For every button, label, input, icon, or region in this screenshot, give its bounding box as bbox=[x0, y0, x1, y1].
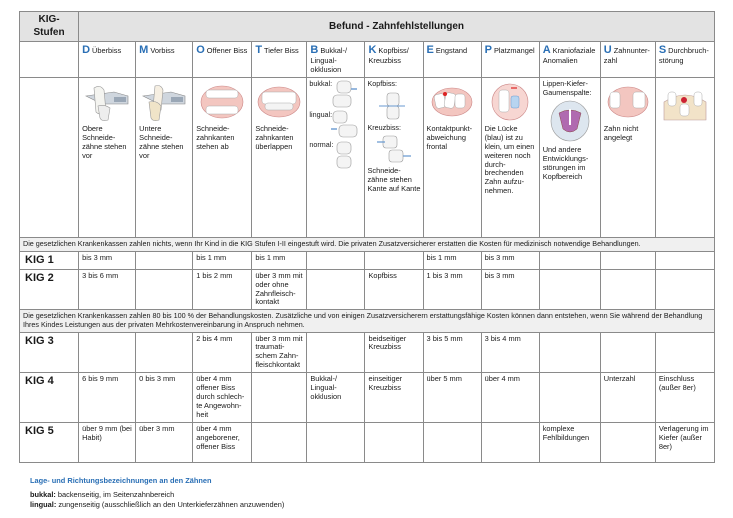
illus-desc: Die Lücke (blau) ist zu klein, um einen weiteren noch durch-brechenden Zahn aufzu-nehmen. bbox=[484, 124, 535, 196]
category-label: Zahnunter-zahl bbox=[603, 46, 650, 66]
value-cell bbox=[539, 332, 600, 373]
value-cell: bis 3 mm bbox=[481, 251, 539, 269]
illus-b bbox=[307, 78, 365, 238]
letter-m: M bbox=[139, 44, 149, 56]
category-b bbox=[307, 42, 365, 78]
value-cell: bis 1 mm bbox=[423, 251, 481, 269]
illus-p bbox=[481, 78, 539, 238]
sub-label-cleft: Lippen-Kiefer-Gaumenspalte: bbox=[542, 79, 592, 97]
value-cell bbox=[539, 251, 600, 269]
category-e bbox=[423, 42, 481, 78]
letter-t: T bbox=[255, 44, 263, 56]
value-cell bbox=[600, 251, 655, 269]
empty-cell bbox=[20, 42, 79, 78]
befund-header bbox=[79, 12, 715, 42]
illus-desc: Schneide-zahnkanten überlappen bbox=[255, 124, 294, 151]
category-label: Tiefer Biss bbox=[264, 46, 299, 55]
value-cell bbox=[365, 423, 423, 463]
value-cell: komplexe Fehlbildungen bbox=[539, 423, 600, 463]
table-row bbox=[20, 373, 715, 423]
space-shortage-icon bbox=[487, 82, 533, 122]
open-bite-teeth-icon bbox=[199, 82, 245, 122]
sub-label-lingual: lingual: bbox=[309, 109, 333, 119]
letter-s: S bbox=[658, 44, 667, 56]
value-cell: Bukkal-/ Lingual-okklusion bbox=[307, 373, 365, 423]
value-cell bbox=[252, 423, 307, 463]
illus-t bbox=[252, 78, 307, 238]
value-cell: 3 bis 4 mm bbox=[481, 332, 539, 373]
sub-label-bukkal: bukkal: bbox=[309, 79, 333, 88]
value-cell: 0 bis 3 mm bbox=[136, 373, 193, 423]
value-cell bbox=[307, 269, 365, 310]
category-label: Kraniofaziale Anomalien bbox=[542, 46, 596, 66]
value-cell bbox=[600, 332, 655, 373]
kig-header-label: KIG- Stufen bbox=[33, 14, 65, 38]
value-cell bbox=[307, 251, 365, 269]
note-cell bbox=[20, 238, 715, 252]
illustration-row bbox=[20, 78, 715, 238]
value-cell: Einschluss (außer 8er) bbox=[655, 373, 714, 423]
category-k bbox=[365, 42, 423, 78]
illus-o bbox=[193, 78, 252, 238]
category-a bbox=[539, 42, 600, 78]
category-m bbox=[136, 42, 193, 78]
befund-header-label: Befund - Zahnfehlstellungen bbox=[329, 20, 465, 32]
value-cell bbox=[79, 332, 136, 373]
crossbite-tooth-icon bbox=[375, 134, 413, 164]
value-cell: bis 3 mm bbox=[481, 269, 539, 310]
category-label: Durchbruch-störung bbox=[658, 46, 709, 66]
note-text: Die gesetzlichen Krankenkassen zahlen 80 bis 100 % der Behandlungskosten. Zusätzliche und von einigen Zusatzversicherern erstattungsfähige Kosten können dann entstehen, wenn Sie während der Behandlung Ihres Kindes Leistungen aus der privaten Mehrkostenvereinbarung in Anspruch nehmen. bbox=[23, 311, 703, 329]
category-label: Offener Biss bbox=[206, 46, 248, 55]
category-o bbox=[193, 42, 252, 78]
value-cell bbox=[252, 373, 307, 423]
value-cell bbox=[539, 373, 600, 423]
value-cell bbox=[600, 269, 655, 310]
value-cell: über 3 mm bbox=[136, 423, 193, 463]
value-cell bbox=[481, 423, 539, 463]
value-cell: Verlagerung im Kiefer (außer 8er) bbox=[655, 423, 714, 463]
value-cell bbox=[136, 332, 193, 373]
category-p bbox=[481, 42, 539, 78]
legend-text: backenseitig, im Seitenzahnbereich bbox=[55, 489, 175, 499]
value-cell bbox=[307, 423, 365, 463]
kig-header bbox=[20, 12, 79, 42]
note-cell bbox=[20, 310, 715, 332]
crowding-teeth-icon bbox=[429, 82, 475, 122]
value-cell bbox=[600, 423, 655, 463]
value-cell: über 9 mm (bei Habit) bbox=[79, 423, 136, 463]
value-cell bbox=[365, 251, 423, 269]
kig-table bbox=[19, 11, 715, 463]
note-row-1 bbox=[20, 238, 715, 252]
eruption-disorder-icon bbox=[662, 82, 708, 122]
value-cell: beidseitiger Kreuzbiss bbox=[365, 332, 423, 373]
illus-desc: Schneide-zahnkanten stehen ab bbox=[196, 124, 235, 151]
legend-title: Lage- und Richtungsbezeichnungen an den Zähnen bbox=[30, 476, 212, 485]
legend-lingual bbox=[30, 500, 284, 510]
category-label: Vorbiss bbox=[150, 46, 175, 55]
kig-level-label: KIG 4 bbox=[20, 373, 79, 423]
table-row bbox=[20, 269, 715, 310]
sub-label-normal: normal: bbox=[309, 140, 334, 150]
kig-level-label: KIG 5 bbox=[20, 423, 79, 463]
letter-d: D bbox=[82, 44, 91, 56]
illus-m bbox=[136, 78, 193, 238]
legend-bukkal bbox=[30, 490, 284, 500]
illus-e bbox=[423, 78, 481, 238]
value-cell: über 4 mm angeborener, offener Biss bbox=[193, 423, 252, 463]
illus-d bbox=[79, 78, 136, 238]
underbite-tooth-icon bbox=[141, 82, 187, 122]
value-cell: Kopfbiss bbox=[365, 269, 423, 310]
illus-desc: Zahn nicht angelegt bbox=[603, 124, 639, 142]
legend-text: zungenseitig (ausschließlich an den Unterkieferzähnen anzuwenden) bbox=[56, 499, 285, 509]
value-cell bbox=[539, 269, 600, 310]
value-cell: über 3 mm mit traumati-schem Zahn-fleischkontakt bbox=[252, 332, 307, 373]
letter-p: P bbox=[484, 44, 492, 56]
value-cell bbox=[423, 423, 481, 463]
value-cell: bis 3 mm bbox=[79, 251, 136, 269]
category-label: Kopfbiss/ Kreuzbiss bbox=[368, 46, 409, 66]
illus-a bbox=[539, 78, 600, 238]
category-t bbox=[252, 42, 307, 78]
value-cell: 1 bis 3 mm bbox=[423, 269, 481, 310]
value-cell: über 4 mm offener Biss durch schlech-te Angewohn-heit bbox=[193, 373, 252, 423]
letter-k: K bbox=[368, 44, 377, 56]
buccal-tooth-icon bbox=[329, 79, 359, 109]
value-cell bbox=[136, 251, 193, 269]
category-row bbox=[20, 42, 715, 78]
empty-cell bbox=[20, 78, 79, 238]
value-cell: 3 bis 6 mm bbox=[79, 269, 136, 310]
value-cell bbox=[655, 332, 714, 373]
illus-k bbox=[365, 78, 423, 238]
illus-desc: Schneide-zähne stehen Kante auf Kante bbox=[367, 166, 421, 194]
category-label: Engstand bbox=[435, 46, 468, 55]
letter-b: B bbox=[310, 44, 319, 56]
table-row bbox=[20, 423, 715, 463]
deep-bite-teeth-icon bbox=[256, 82, 302, 122]
legend-term: lingual: bbox=[30, 499, 57, 509]
cleft-palate-icon bbox=[547, 99, 593, 143]
category-s bbox=[655, 42, 714, 78]
value-cell: 3 bis 5 mm bbox=[423, 332, 481, 373]
illus-u bbox=[600, 78, 655, 238]
value-cell bbox=[655, 251, 714, 269]
legend-term: bukkal: bbox=[30, 489, 56, 499]
value-cell: bis 1 mm bbox=[252, 251, 307, 269]
letter-o: O bbox=[196, 44, 205, 56]
illus-desc: Untere Schneide-zähne stehen vor bbox=[139, 124, 184, 160]
note-row-2 bbox=[20, 310, 715, 332]
value-cell: einseitiger Kreuzbiss bbox=[365, 373, 423, 423]
value-cell bbox=[307, 332, 365, 373]
illus-desc: Kontaktpunkt-abweichung frontal bbox=[426, 124, 473, 151]
missing-tooth-icon bbox=[605, 82, 651, 122]
value-cell bbox=[136, 269, 193, 310]
value-cell: 2 bis 4 mm bbox=[193, 332, 252, 373]
value-cell: über 5 mm bbox=[423, 373, 481, 423]
normal-tooth-icon bbox=[329, 140, 359, 170]
category-label: Platzmangel bbox=[493, 46, 535, 55]
kig-level-label: KIG 1 bbox=[20, 251, 79, 269]
kig-level-label: KIG 3 bbox=[20, 332, 79, 373]
category-u bbox=[600, 42, 655, 78]
letter-a: A bbox=[542, 44, 551, 56]
value-cell: 6 bis 9 mm bbox=[79, 373, 136, 423]
table-row bbox=[20, 332, 715, 373]
table-row bbox=[20, 251, 715, 269]
category-d bbox=[79, 42, 136, 78]
illus-s bbox=[655, 78, 714, 238]
category-label: Bukkal-/ Lingual-okklusion bbox=[310, 46, 348, 75]
letter-e: E bbox=[426, 44, 434, 56]
sub-label-kreuzbiss: Kreuzbiss: bbox=[367, 122, 402, 132]
value-cell: über 3 mm mit oder ohne Zahnfleisch-kontakt bbox=[252, 269, 307, 310]
note-text: Die gesetzlichen Krankenkassen zahlen nichts, wenn Ihr Kind in die KIG Stufen I-II eingestuft wird. Die privaten Zusatzversicherer erstatten die Kosten für medizinisch notwendige Behandlungen. bbox=[23, 239, 641, 248]
lingual-tooth-icon bbox=[329, 109, 359, 139]
category-label: Überbiss bbox=[92, 46, 122, 55]
overbite-tooth-icon bbox=[84, 82, 130, 122]
value-cell: bis 1 mm bbox=[193, 251, 252, 269]
edge-bite-tooth-icon bbox=[375, 91, 413, 121]
value-cell: Unterzahl bbox=[600, 373, 655, 423]
letter-u: U bbox=[603, 44, 612, 56]
value-cell: über 4 mm bbox=[481, 373, 539, 423]
illus-desc: Und andere Entwicklungs-störungen im Kopfbereich bbox=[542, 145, 589, 181]
sub-label-kopfbiss: Kopfbiss: bbox=[367, 79, 398, 88]
value-cell bbox=[655, 269, 714, 310]
legend-footer bbox=[30, 476, 284, 510]
illus-desc: Obere Schneide-zähne stehen vor bbox=[82, 124, 127, 160]
kig-level-label: KIG 2 bbox=[20, 269, 79, 310]
value-cell: 1 bis 2 mm bbox=[193, 269, 252, 310]
